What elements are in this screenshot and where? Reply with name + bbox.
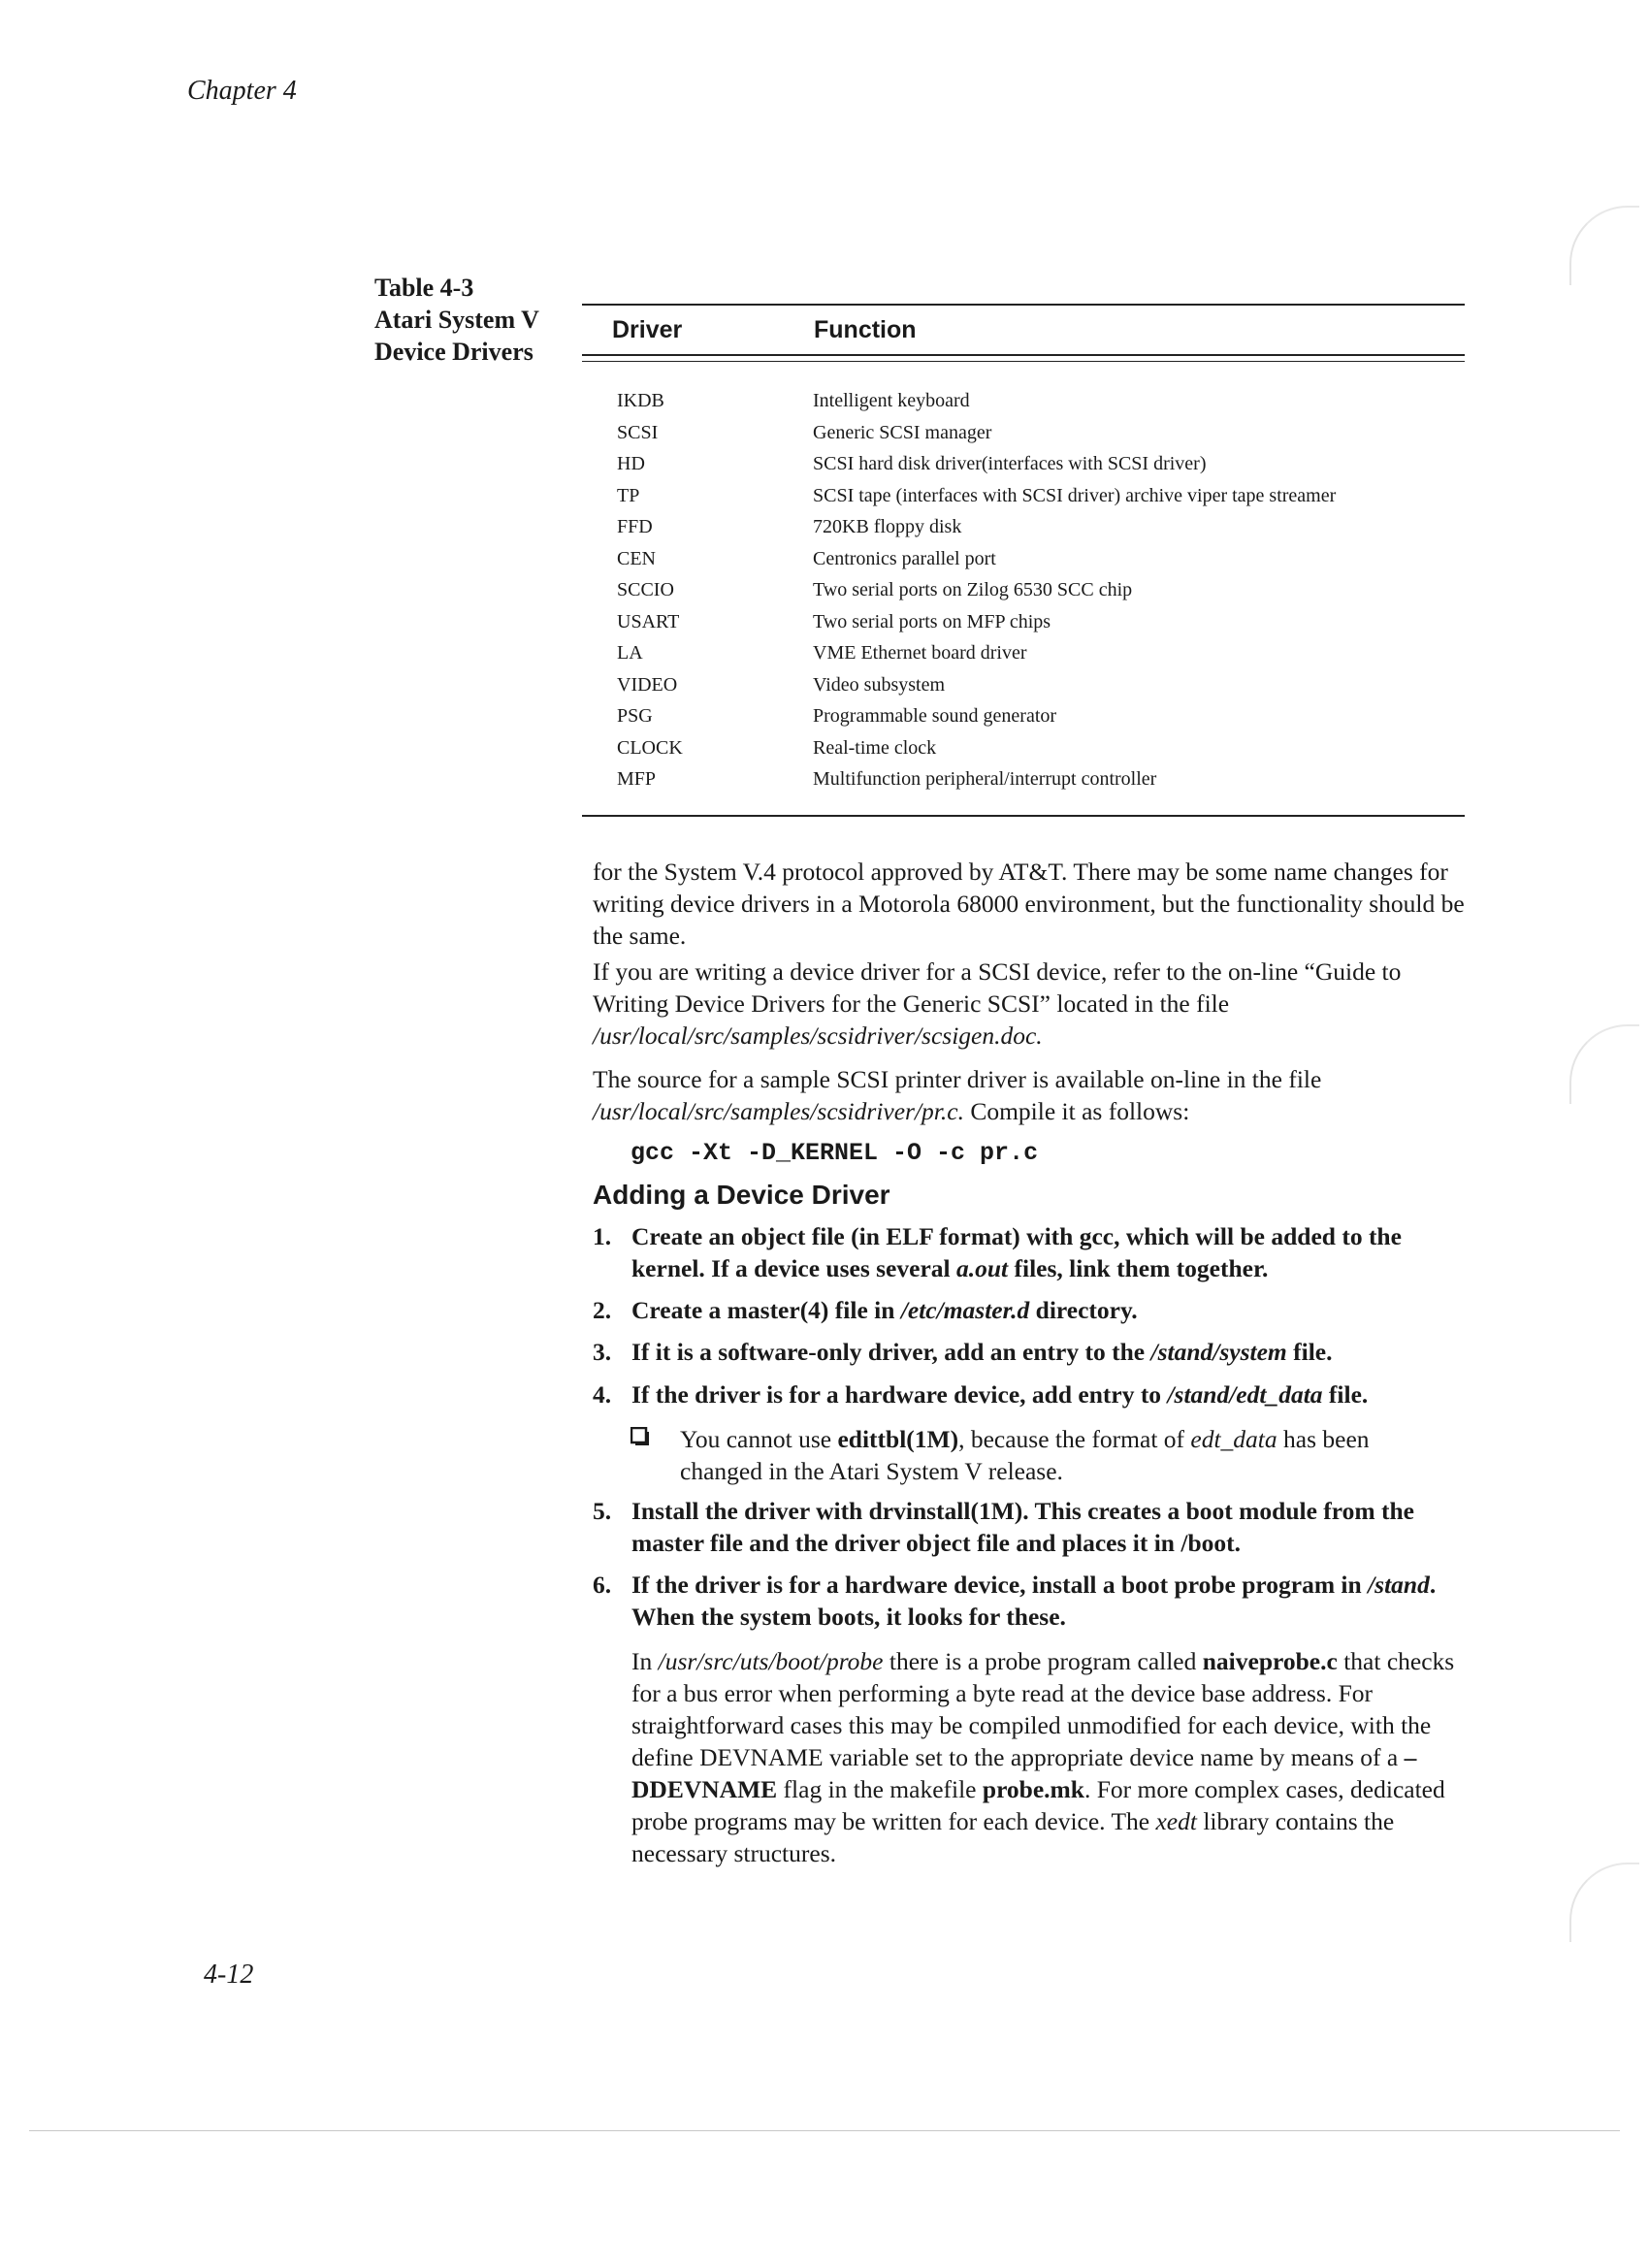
step-number: 4. [593,1380,612,1409]
table-header-driver: Driver [612,316,683,343]
driver-cell: LA [617,642,643,664]
probe-text: . For more complex cases, dedicated probe programs may be written for each device. The [631,1775,1445,1835]
function-cell: Two serial ports on Zilog 6530 SCC chip [813,579,1133,600]
driver-cell: USART [617,610,680,632]
note-text-3: has been changed in the Atari System V release. [680,1425,1370,1485]
scsigen-doc-path: /usr/local/src/samples/scsidriver/scsigen.doc. [593,1021,1043,1050]
devname-flag: –DDEVNAME [631,1743,1417,1803]
step-text: If the driver is for a hardware device, install a boot probe program in [631,1571,1369,1599]
step-text-tail: . When the system boots, it looks for these. [631,1571,1437,1631]
paragraph-printer-driver: The source for a sample SCSI printer driver is available on-line in the file [593,1065,1322,1093]
xedt-library: xedt [1155,1807,1197,1835]
page-number: 4-12 [204,1960,254,1990]
step-6 [593,1569,1466,1633]
punch-hole-mark [1569,1024,1639,1104]
step-text-tail: directory. [1029,1296,1138,1324]
probe-text: that checks for a bus error when performing a byte read at the device base address. For straightforward cases this may be compiled unmodified for each device, with the define DEVNAME variable set to the appropriate device name by means of a [631,1647,1455,1771]
pr-c-path: /usr/local/src/samples/scsidriver/pr.c. [593,1097,964,1125]
driver-cell: HD [617,453,645,474]
step-2 [593,1294,1466,1326]
driver-cell: VIDEO [617,673,678,696]
step-text: If it is a software-only driver, add an entry to the [631,1338,1151,1366]
probe-text: In [631,1647,659,1675]
table-caption [374,272,568,368]
step-number: 6. [593,1571,612,1599]
table-row [617,385,1471,417]
step-emphasis: /stand/system [1150,1338,1287,1366]
note-checkbox-icon [630,1427,650,1446]
driver-cell: PSG [617,705,653,727]
paragraph-scsi-guide: If you are writing a device driver for a SCSI device, refer to the on-line “Guide to Writing Device Drivers for the Generic SCSI” located in the file [593,957,1402,1018]
driver-cell: FFD [617,516,653,537]
step-text-tail: file. [1286,1338,1333,1366]
function-cell: Video subsystem [813,673,946,696]
table-row [617,417,1471,449]
naiveprobe-filename: naiveprobe.c [1202,1647,1338,1675]
function-cell: Generic SCSI manager [813,421,992,443]
table-row [617,732,1471,764]
scsi-guide-paragraph [593,956,1466,1052]
probe-text: there is a probe program called [883,1647,1203,1675]
step-text: Create an object file (in ELF format) with gcc, which will be added to the kernel. If a device uses several [631,1222,1402,1282]
step-text: Create a master(4) file in [631,1296,901,1324]
table-header-rule [582,354,1465,356]
table-header-function: Function [814,316,917,343]
step-number: 5. [593,1497,612,1525]
note-text-2: , because the format of [958,1425,1191,1453]
table-caption-title-1: Atari System V [374,306,539,334]
step-text: If the driver is for a hardware device, add entry to [631,1380,1168,1409]
note-edittbl [630,1423,1387,1487]
intro-paragraph [593,856,1466,952]
paragraph-system-v4: for the System V.4 protocol approved by AT&T. There may be some name changes for writing device drivers in a Motorola 68000 environment, but the functionality should be the same. [593,858,1465,950]
chapter-header: Chapter 4 [187,76,297,106]
probe-text: flag in the makefile [777,1775,983,1803]
makefile-name: probe.mk [982,1775,1084,1803]
step-5 [593,1495,1466,1559]
probe-paragraph [631,1645,1475,1869]
function-cell: 720KB floppy disk [813,516,962,537]
step-number: 2. [593,1296,612,1324]
function-cell: VME Ethernet board driver [813,642,1027,664]
driver-cell: SCCIO [617,579,674,600]
table-row [617,669,1471,701]
note-text: You cannot use [680,1425,838,1453]
compile-command: gcc -Xt -D_KERNEL -O -c pr.c [630,1139,1039,1167]
table-caption-number: Table 4-3 [374,274,474,302]
step-emphasis: /stand [1368,1571,1430,1599]
section-heading: Adding a Device Driver [593,1180,890,1210]
step-number: 3. [593,1338,612,1366]
table-header-rule-thin [582,361,1465,362]
step-1 [593,1220,1466,1284]
driver-cell: CEN [617,547,656,569]
function-cell: Intelligent keyboard [813,390,970,411]
driver-cell: MFP [617,768,657,790]
table-row [617,574,1471,606]
driver-cell: TP [617,484,640,506]
function-cell: SCSI tape (interfaces with SCSI driver) archive viper tape streamer [813,484,1337,506]
probe-path: /usr/src/uts/boot/probe [658,1647,884,1675]
function-cell: Centronics parallel port [813,547,996,569]
compile-instruction: Compile it as follows: [970,1097,1190,1125]
step-3 [593,1336,1466,1368]
step-emphasis: a.out [955,1254,1009,1282]
table-top-rule [582,304,1465,306]
driver-cell: IKDB [617,390,664,411]
step-text-tail: files, link them together. [1008,1254,1269,1282]
page-bottom-edge [29,2130,1620,2131]
punch-hole-mark [1569,1863,1639,1942]
table-row [617,700,1471,732]
table-row [617,543,1471,575]
function-cell: Real-time clock [813,736,937,759]
punch-hole-mark [1569,206,1639,285]
function-cell: SCSI hard disk driver(interfaces with SCSI driver) [813,453,1207,474]
note-emphasis: edt_data [1190,1425,1277,1453]
driver-cell: CLOCK [617,736,683,759]
function-cell: Two serial ports on MFP chips [813,610,1051,632]
driver-cell: SCSI [617,421,659,443]
table-row [617,763,1471,795]
table-row [617,480,1471,512]
table-row [617,606,1471,638]
probe-text: library contains the necessary structures. [631,1807,1395,1867]
table-row [617,511,1471,543]
table-bottom-rule [582,815,1465,817]
function-cell: Programmable sound generator [813,705,1057,727]
printer-driver-paragraph [593,1063,1466,1127]
table-caption-title-2: Device Drivers [374,338,534,366]
step-number: 1. [593,1222,612,1250]
table-row [617,637,1471,669]
step-text-tail: file. [1322,1380,1369,1409]
note-command: edittbl(1M) [837,1425,959,1453]
table-body [617,385,1471,795]
step-emphasis: /stand/edt_data [1167,1380,1323,1409]
function-cell: Multifunction peripheral/interrupt controller [813,768,1157,790]
table-row [617,448,1471,480]
step-emphasis: /etc/master.d [900,1296,1030,1324]
step-text: Install the driver with drvinstall(1M). This creates a boot module from the master file and the driver object file and places it in /boot. [631,1497,1414,1557]
step-4 [593,1378,1466,1410]
